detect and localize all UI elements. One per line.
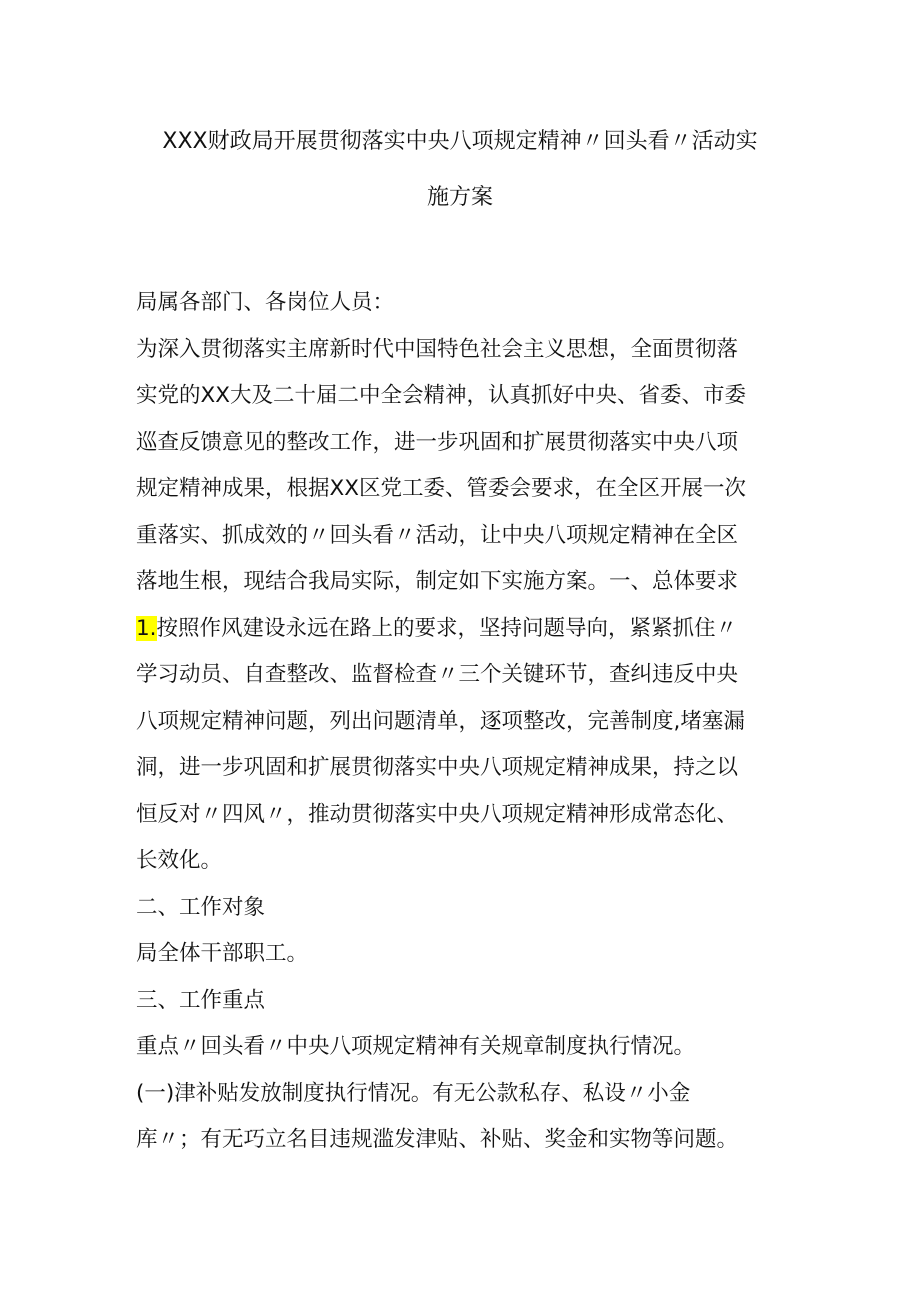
paragraph-line: 为深入贯彻落实主席新时代中国特色社会主义思想，全面贯彻落 xyxy=(136,336,739,362)
paragraph-line: 巡查反馈意见的整改工作，进一步巩固和扩展贯彻落实中央八项 xyxy=(136,429,739,455)
paragraph-line-text: 按照作风建设永远在路上的要求，坚持问题导向，紧紧抓住〃 xyxy=(156,615,738,641)
paragraph-line: 规定精神成果，根据XX区党工委、管委会要求，在全区开展一次 xyxy=(136,476,746,501)
section-heading: 二、工作对象 xyxy=(136,894,266,920)
document-title-line-2: 施方案 xyxy=(426,185,493,210)
paragraph-line: 重落实、抓成效的〃回头看〃活动，让中央八项规定精神在全区 xyxy=(136,522,739,548)
paragraph-line: 重点〃回头看〃中央八项规定精神有关规章制度执行情况。 xyxy=(136,1034,696,1059)
paragraph-line: 恒反对〃四风〃，推动贯彻落实中央八项规定精神形成常态化、 xyxy=(136,801,739,827)
paragraph-line: 局全体干部职工。 xyxy=(136,941,309,966)
paragraph-line: 洞，进一步巩固和扩展贯彻落实中央八项规定精神成果，持之以 xyxy=(136,755,739,780)
paragraph-line: 学习动员、自查整改、监督检查〃三个关键环节，查纠违反中央 xyxy=(136,662,739,687)
paragraph-line xyxy=(136,606,800,653)
paragraph-line: 落地生根，现结合我局实际，制定如下实施方案。一、总体要求 xyxy=(136,569,739,594)
paragraph-line: 长效化。 xyxy=(136,848,223,873)
salutation: 局属各部门、各岗位人员： xyxy=(136,290,395,315)
paragraph-line: 库〃；有无巧立名目违规滥发津贴、补贴、奖金和实物等问题。 xyxy=(136,1127,739,1152)
paragraph-line: (一)津补贴发放制度执行情况。有无公款私存、私设〃小金 xyxy=(136,1080,691,1106)
paragraph-line: 实党的XX大及二十届二中全会精神，认真抓好中央、省委、市委 xyxy=(136,383,746,408)
highlighted-number: 1. xyxy=(136,615,157,641)
paragraph-line: 八项规定精神问题，列出问题清单，逐项整改，完善制度,堵塞漏 xyxy=(136,708,745,734)
document-title-line-1: XXX财政局开展贯彻落实中央八项规定精神〃回头看〃活动实 xyxy=(162,129,758,154)
section-heading: 三、工作重点 xyxy=(136,987,266,1013)
document-body xyxy=(136,280,800,1164)
